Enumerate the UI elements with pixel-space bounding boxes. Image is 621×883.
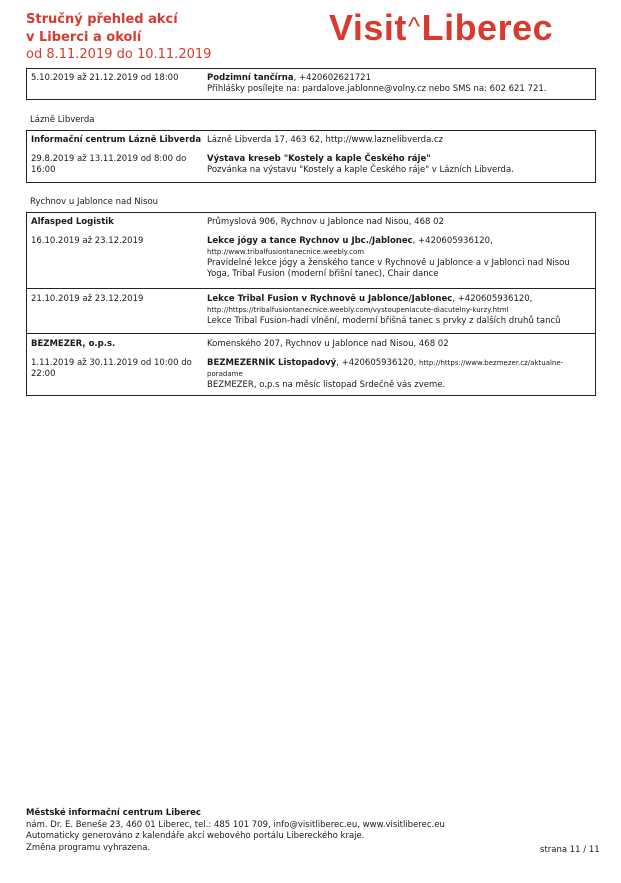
- organizer-row: [27, 135, 595, 146]
- event-description: BEZMEZER, o.p.s na měsíc listopad Srdečně vás zveme.: [207, 380, 446, 390]
- event-title: Lekce Tribal Fusion v Rychnově u Jablonce/Jablonec: [207, 294, 453, 304]
- organizer-address: Lázně Libverda 17, 463 62, http://www.laznelibverda.cz: [207, 135, 444, 145]
- section-box-rychnov: [26, 212, 596, 396]
- logo-text-visit: Visit: [329, 7, 407, 48]
- section-label-lazne-libverda: Lázně Libverda: [30, 115, 95, 125]
- footer-note-changes: Změna programu vyhrazena.: [26, 842, 151, 853]
- event-title: Výstava kreseb "Kostely a kaple Českého ráje": [207, 154, 431, 164]
- logo-caret-icon: ^: [407, 11, 421, 41]
- event-row: [27, 358, 595, 391]
- event-date: 5.10.2019 až 21.12.2019 od 18:00: [31, 73, 179, 83]
- footer-organization: Městské informační centrum Liberec: [26, 808, 201, 818]
- page-footer: [26, 808, 445, 854]
- organizer-name: Alfasped Logistik: [31, 217, 114, 227]
- event-description: Lekce Tribal Fusion-hadí vlnění, moderní břišná tanec s prvky z dalších druhů tanců: [207, 316, 561, 326]
- event-contact: , +420602621721: [293, 73, 371, 83]
- event-url: http://https://www.bezmezer.cz/aktualne-poradame: [207, 359, 564, 378]
- organizer-address: Komenského 207, Rychnov u Jablonce nad Nisou, 468 02: [207, 339, 449, 349]
- event-date: 1.11.2019 až 30.11.2019 od 10:00 do 22:00: [31, 358, 192, 379]
- event-date: 29.8.2019 až 13.11.2019 od 8:00 do 16:00: [31, 154, 187, 175]
- event-details: [207, 358, 595, 391]
- event-details: [207, 154, 595, 176]
- footer-address: nám. Dr. E. Beneše 23, 460 01 Liberec, tel.: 485 101 709, info@visitliberec.eu, www.visitliberec.eu: [26, 819, 445, 830]
- row-divider: [27, 288, 595, 289]
- organizer-row: [27, 217, 595, 228]
- event-row: [27, 236, 595, 280]
- event-row: [27, 154, 595, 176]
- page-number: strana 11 / 11: [540, 845, 600, 855]
- organizer-name: Informační centrum Lázně Libverda: [31, 135, 202, 145]
- event-contact: , +420605936120,: [336, 358, 417, 368]
- event-row: [27, 294, 595, 327]
- event-title: BEZMEZERNÍK Listopadový: [207, 358, 337, 368]
- title-line-2: v Liberci a okolí: [26, 30, 142, 45]
- event-title: Podzimní tančírna: [207, 73, 294, 83]
- event-title: Lekce jógy a tance Rychnov u Jbc./Jablonec: [207, 236, 413, 246]
- organizer-name: BEZMEZER, o.p.s.: [31, 339, 116, 349]
- section-box-lazne-libverda: [26, 130, 596, 183]
- event-description: Pozvánka na výstavu "Kostely a kaple Českého ráje" v Lázních Libverda.: [207, 165, 514, 175]
- event-box-tancirna: [26, 68, 596, 100]
- section-label-rychnov: Rychnov u Jablonce nad Nisou: [30, 197, 159, 207]
- date-range: od 8.11.2019 do 10.11.2019: [26, 47, 212, 62]
- row-divider: [27, 333, 595, 334]
- event-date: 16.10.2019 až 23.12.2019: [31, 236, 144, 246]
- visitliberec-logo: [329, 8, 553, 48]
- logo-text-liberec: Liberec: [421, 7, 554, 48]
- event-details: [207, 294, 595, 327]
- document-title: [26, 11, 178, 47]
- event-details: [207, 73, 595, 95]
- organizer-row: [27, 339, 595, 350]
- event-contact: , +420605936120,: [452, 294, 533, 304]
- organizer-address: Průmyslová 906, Rychnov u Jablonce nad Nisou, 468 02: [207, 217, 444, 227]
- event-details: [207, 236, 595, 280]
- event-date: 21.10.2019 až 23.12.2019: [31, 294, 144, 304]
- event-row: [27, 73, 595, 95]
- event-description: Přihlášky posílejte na: pardalove.jablonne@volny.cz nebo SMS na: 602 621 721.: [207, 84, 547, 94]
- event-url: http://www.tribalfusiontanecnice.weebly.com: [207, 248, 365, 256]
- event-description: Pravidelné lekce jógy a ženského tance v Rychnově u Jablonce a v Jablonci nad Nisou Yoga, Tribal Fusion (moderní břišní tanec), Chair dance: [207, 258, 570, 279]
- title-line-1: Stručný přehled akcí: [26, 12, 178, 27]
- footer-note-generated: Automaticky generováno z kalendáře akcí webového portálu Libereckého kraje.: [26, 831, 365, 841]
- event-url: http://https://tribalfusiontanecnice.weebly.com/vystoupeniacute-diacutelny-kurzy.html: [207, 306, 509, 314]
- event-contact: , +420605936120,: [412, 236, 493, 246]
